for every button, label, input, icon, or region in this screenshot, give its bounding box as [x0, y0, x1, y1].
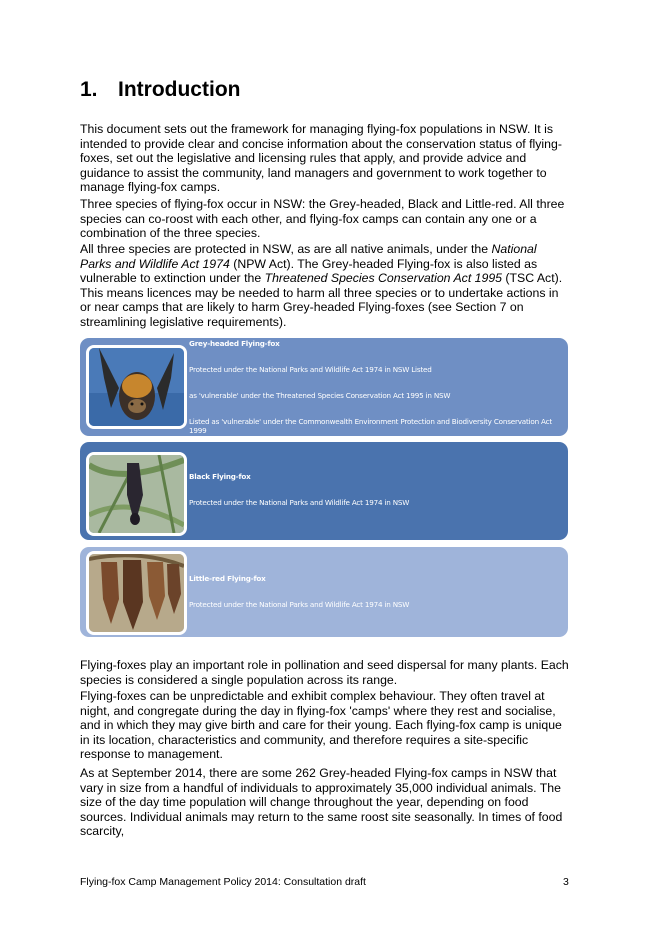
legal-paragraph [80, 242, 570, 330]
species-panel-little-red [80, 547, 568, 637]
section-number: 1. [80, 78, 98, 101]
role-paragraph: Flying-foxes play an important role in pollination and seed dispersal for many plants. Each species is considered a single population across its range. [80, 658, 569, 687]
page-number: 3 [563, 876, 569, 888]
tsc-act-title: Threatened Species Conservation Act 1995 [264, 271, 503, 286]
section-heading [80, 78, 240, 102]
section-title: Introduction [118, 78, 241, 101]
black-flying-fox-photo [86, 452, 187, 536]
little-red-flying-fox-photo [86, 551, 187, 635]
footer-title: Flying-fox Camp Management Policy 2014: Consultation draft [80, 876, 366, 888]
species-protection-line: Listed as 'vulnerable' under the Commonwealth Environment Protection and Biodiversity Conservation Act 1999 [189, 417, 552, 435]
species-name: Little-red Flying-fox [189, 574, 266, 583]
npw-act-title: National Parks and Wildlife Act 1974 [80, 242, 537, 271]
behaviour-paragraph: Flying-foxes can be unpredictable and exhibit complex behaviour. They often travel at night, and congregate during the day in flying-fox 'camps' where they rest and socialise, and in which they may give birth and care for their young. Each flying-fox camp is unique in its location, characteristics and community, and therefore requires a site-specific response to management. [80, 689, 562, 762]
species-panel-grey-headed [80, 338, 568, 436]
species-protection-line: Protected under the National Parks and Wildlife Act 1974 in NSW [189, 498, 410, 507]
legal-text-3: (TSC Act). This means licences may be needed to harm all three species or to undertake actions in or near camps that are likely to harm Grey-headed Flying-foxes (see Section 7 on streamlining legislative requirements). [80, 271, 563, 329]
legal-text-1: All three species are protected in NSW, as are all native animals, under the [80, 242, 492, 256]
species-name: Grey-headed Flying-fox [189, 339, 280, 348]
species-panel-black [80, 442, 568, 540]
camps-paragraph: As at September 2014, there are some 262 Grey-headed Flying-fox camps in NSW that vary in size from a handful of individuals to approximately 35,000 individual animals. The size of the day time population will change throughout the year, depending on food sources. Individual animals may return to the same roost site seasonally. In times of food scarcity, [80, 766, 563, 839]
grey-headed-flying-fox-photo [86, 345, 187, 429]
species-protection-line: Protected under the National Parks and Wildlife Act 1974 in NSW [189, 600, 410, 609]
species-paragraph: Three species of flying-fox occur in NSW: the Grey-headed, Black and Little-red. All three species can co-roost with each other, and flying-fox camps can contain any one or a combination of the three species. [80, 197, 565, 241]
legal-text-2: (NPW Act). The Grey-headed Flying-fox is also listed as vulnerable to extinction under the [80, 256, 538, 286]
intro-paragraph: This document sets out the framework for managing flying-fox populations in NSW. It is intended to provide clear and concise information about the conservation status of flying-foxes, set out the legislative and licensing rules that apply, and provide advice and guidance to assist the community, land managers and government to work together to manage flying-fox camps. [80, 122, 562, 195]
species-name: Black Flying-fox [189, 472, 251, 481]
species-protection-line: as 'vulnerable' under the Threatened Species Conservation Act 1995 in NSW [189, 391, 451, 400]
species-protection-line: Protected under the National Parks and Wildlife Act 1974 in NSW Listed [189, 365, 432, 374]
